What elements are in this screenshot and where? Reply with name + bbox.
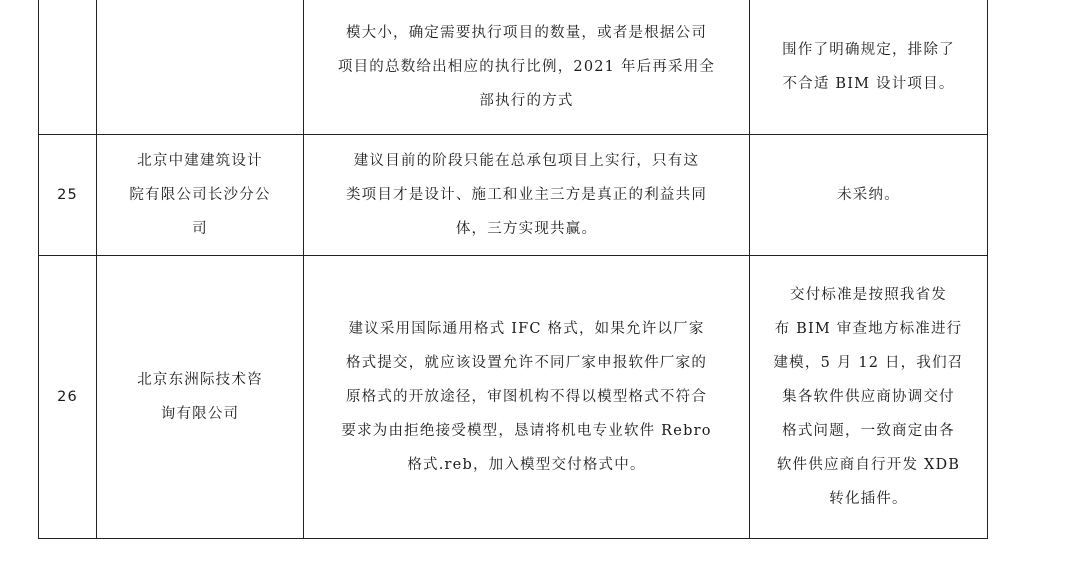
unit-line: 司 bbox=[192, 221, 208, 237]
opinion-cell bbox=[304, 0, 750, 135]
reply-line: 格式问题，一致商定由各 bbox=[782, 423, 955, 439]
unit-name bbox=[97, 0, 304, 135]
opinion-line: 建议目前的阶段只能在总承包项目上实行，只有这 bbox=[353, 153, 700, 169]
reply-line: 布 BIM 审查地方标准进行 bbox=[774, 321, 963, 337]
row-number bbox=[39, 0, 97, 135]
unit-name bbox=[97, 135, 304, 256]
table-row bbox=[39, 135, 988, 256]
reply-line: 交付标准是按照我省发 bbox=[790, 287, 947, 303]
opinion-line: 体，三方实现共赢。 bbox=[455, 221, 598, 237]
unit-line: 院有限公司长沙分公 bbox=[129, 187, 271, 203]
row-number: 25 bbox=[39, 135, 97, 256]
opinion-line: 类项目才是设计、施工和业主三方是真正的利益共同 bbox=[345, 187, 708, 203]
reply-cell bbox=[750, 135, 988, 256]
unit-line: 询有限公司 bbox=[160, 406, 240, 422]
reply-line: 建模，5 月 12 日，我们召 bbox=[773, 355, 964, 371]
opinion-line: 建议采用国际通用格式 IFC 格式，如果允许以厂家 bbox=[348, 321, 705, 337]
opinion-cell bbox=[304, 135, 750, 256]
opinion-line: 要求为由拒绝接受模型，恳请将机电专业软件 Rebro bbox=[341, 423, 712, 439]
reply-cell bbox=[750, 0, 988, 135]
unit-line: 北京中建建筑设计 bbox=[137, 153, 263, 169]
opinion-line: 格式.reb，加入模型交付格式中。 bbox=[407, 457, 646, 473]
unit-name bbox=[97, 256, 304, 539]
row-number: 26 bbox=[39, 256, 97, 539]
table-row bbox=[39, 0, 988, 135]
reply-line: 围作了明确规定，排除了 bbox=[782, 42, 955, 58]
reply-line: 集各软件供应商协调交付 bbox=[782, 389, 955, 405]
reply-line: 转化插件。 bbox=[829, 491, 908, 507]
unit-line: 北京东洲际技术咨 bbox=[137, 372, 263, 388]
opinion-line: 部执行的方式 bbox=[479, 93, 574, 109]
table-row bbox=[39, 256, 988, 539]
opinion-cell bbox=[304, 256, 750, 539]
opinion-line: 模大小，确定需要执行项目的数量，或者是根据公司 bbox=[345, 25, 708, 41]
feedback-table bbox=[38, 0, 988, 539]
reply-cell bbox=[750, 256, 988, 539]
opinion-line: 格式提交，就应该设置允许不同厂家申报软件厂家的 bbox=[345, 355, 708, 371]
opinion-line: 项目的总数给出相应的执行比例，2021 年后再采用全 bbox=[337, 59, 716, 75]
opinion-line: 原格式的开放途径，审图机构不得以模型格式不符合 bbox=[345, 389, 708, 405]
reply-line: 未采纳。 bbox=[837, 187, 900, 203]
reply-line: 软件供应商自行开发 XDB bbox=[776, 457, 961, 473]
reply-line: 不合适 BIM 设计项目。 bbox=[782, 76, 955, 92]
